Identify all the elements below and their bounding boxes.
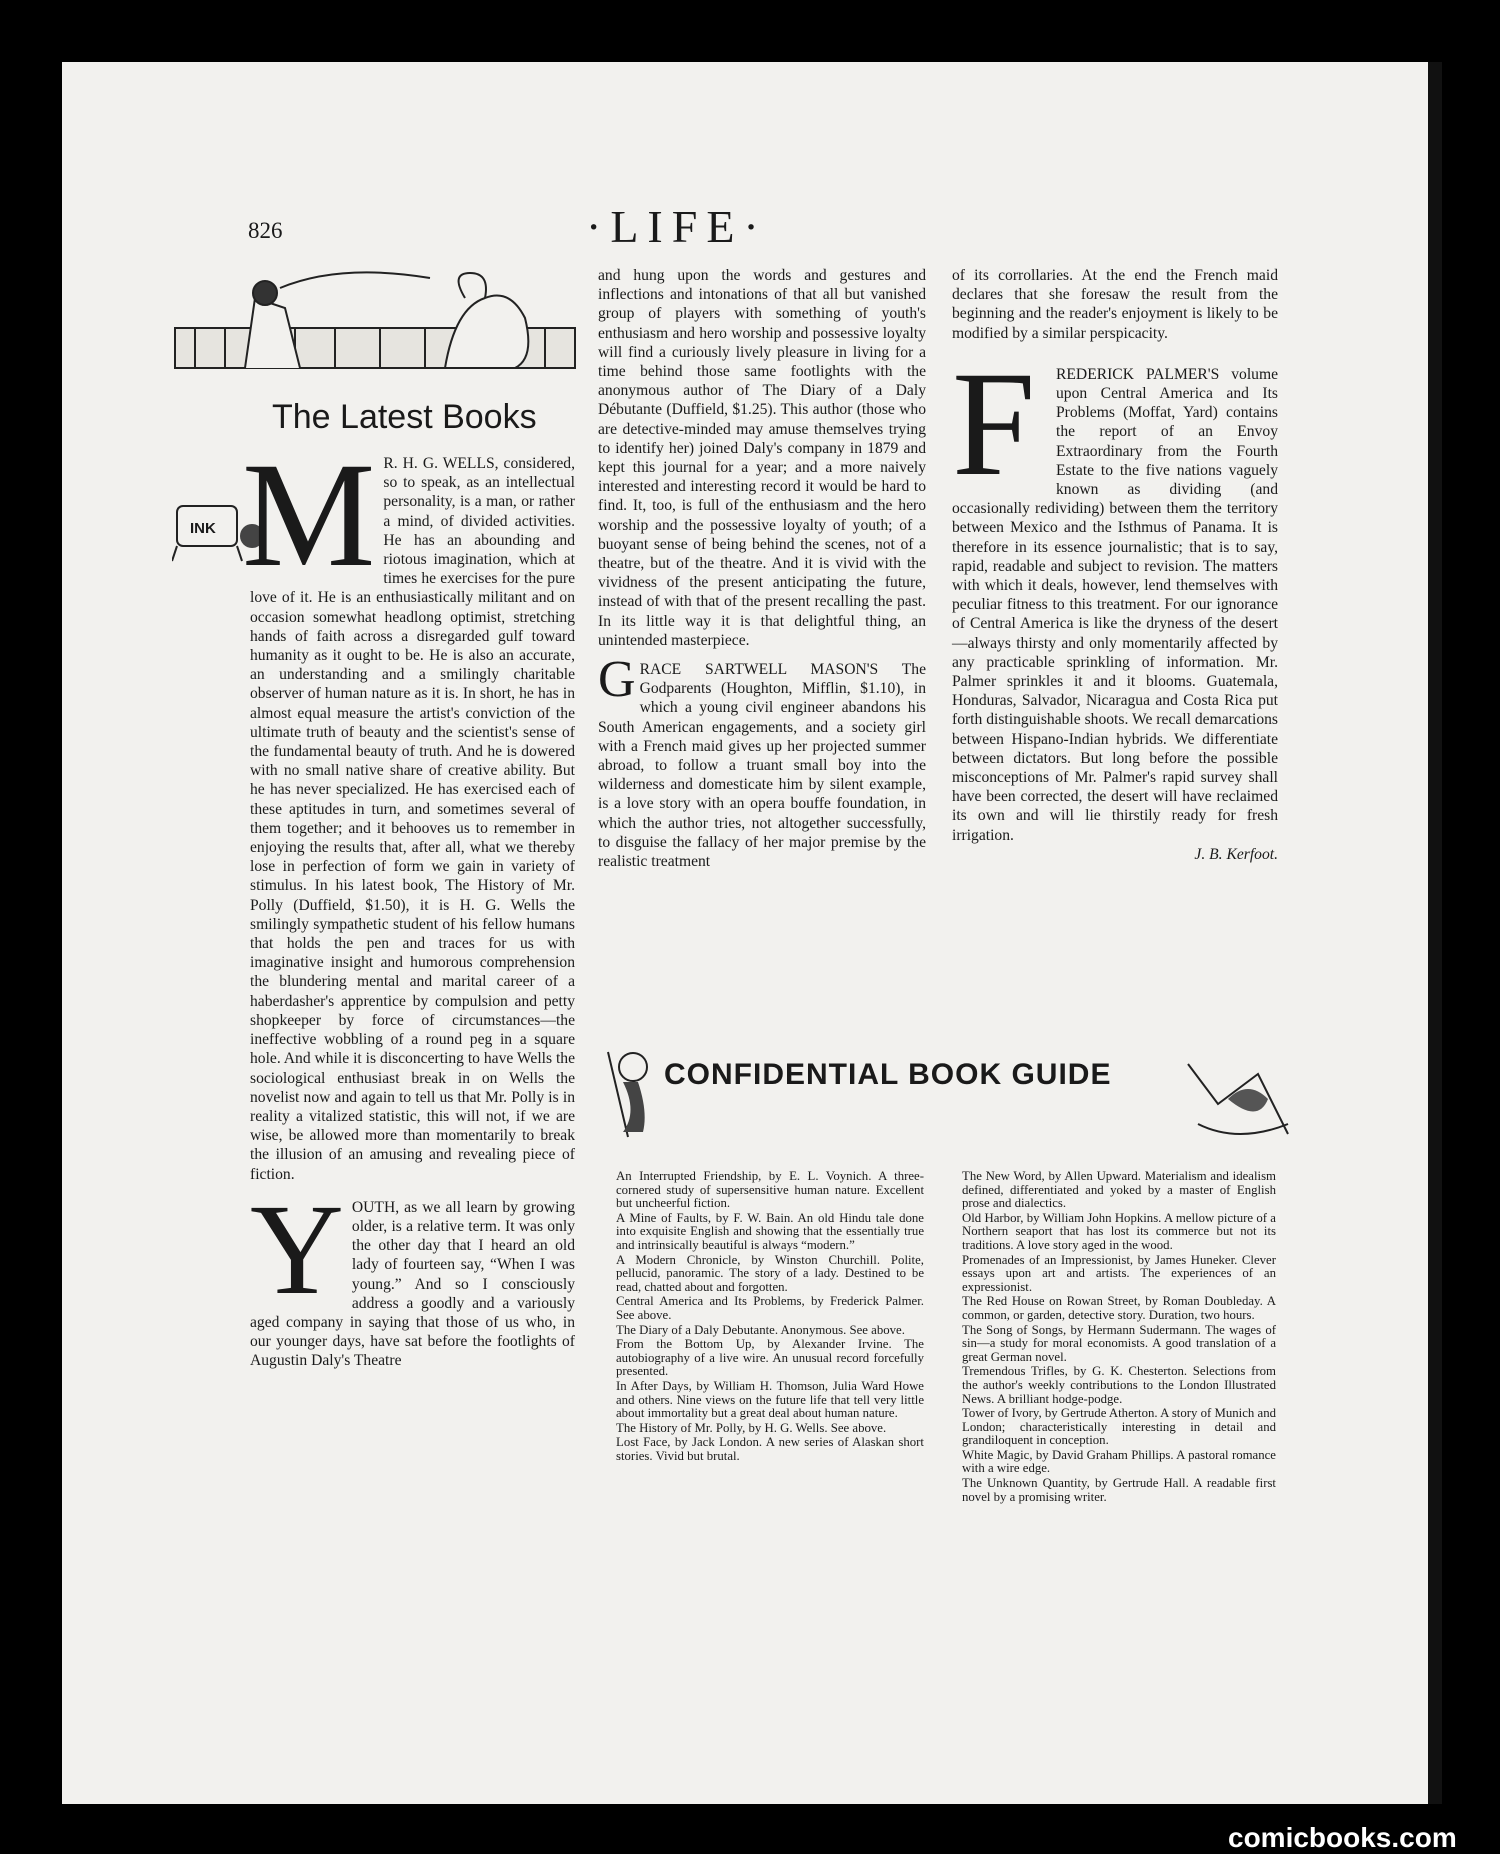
palmer-review: F REDERICK PALMER'S volume upon Central America and Its Problems (Moffat, Yard) contains the report of an Envoy Extraordinary from the Fourth Estate to the five nations vaguely known as dividing (and occasionally redividing) between them the territory between Mexico and the Isthmus of Panama. It is therefore in its essence journalistic; that is to say, rapid, readable and subject to revision. The matters with which it deals, however, lend themselves with peculiar fitness to this treatment. For our ignorance of Central America is like the dryness of the desert—always thirsty and only momentarily affected by any practicable sprinkling of information. Mr. Palmer sprinkles it and it blooms. Guatemala, Honduras, Salvador, Nicaragua and Costa Rica put forth distinguishable shoots. We recall demarcations between Hispano-Indian hybrids. We differentiate between dictators. But long before the possible misconceptions of Mr. Palmer's rapid survey shall have been corrected, the desert will have reclaimed its own and will lie thirstily ready for fresh irrigation. [952, 340, 1278, 844]
guide-entry: The Song of Songs, by Hermann Sudermann. The wages of sin—a study for moral economists. A good translation of a great German novel. [962, 1322, 1276, 1364]
guide-entry: Central America and Its Problems, by Frederick Palmer. See above. [616, 1294, 924, 1322]
guide-entry: An Interrupted Friendship, by E. L. Voynich. A three-cornered study of supersensitive human nature. Excellent but uncheerful fiction. [616, 1169, 924, 1211]
guide-entry: Lost Face, by Jack London. A new series of Alaskan short stories. Vivid but brutal. [616, 1435, 924, 1463]
guide-entry: Old Harbor, by William John Hopkins. A mellow picture of a Northern seaport that has lost its commerce but not its traditions. A love story aged in the wood. [962, 1210, 1276, 1252]
guide-entry: The History of Mr. Polly, by H. G. Wells. See above. [616, 1420, 887, 1435]
masthead: ·LIFE· [586, 201, 768, 252]
guide-column-left [616, 1170, 924, 1464]
watermark: comicbooks.com [1228, 1822, 1457, 1853]
guide-entry: Promenades of an Impressionist, by James Huneker. Clever essays upon art and artists. The experiences of an expressionist. [962, 1252, 1276, 1294]
drop-cap-y: Y [250, 1177, 344, 1322]
ink-label: INK [190, 520, 216, 537]
guide-entry: The Red House on Rowan Street, by Roman Doubleday. A common, or garden, detective story. Duration, two hours. [962, 1294, 1276, 1322]
page-edge-shadow [1428, 62, 1442, 1804]
guide-entry: The Diary of a Daly Debutante. Anonymous. See above. [616, 1322, 905, 1337]
byline-signature: J. B. Kerfoot. [1194, 845, 1278, 863]
wells-review: M R. H. G. WELLS, considered, so to speak, as an intellectual personality, is a man, or rather a mind, of divided activities. He has an abounding and riotous imagination, which at times he exercises for the pure love of it. He is an enthusiastically militant and on occasion somewhat headlong optimist, stretching hands of faith across a disregarded gulf toward humanity as it ought to be. He is also an accurate, an understanding and a smilingly charitable observer of human nature as it is. In short, he has in almost equal measure the artist's conviction of the ultimate truth of beauty and the scientist's sense of the fundamental beauty of truth. And he is dowered with no small native share of creative ability. But he has never specialized. He has exercised each of these aptitudes in turn, and sometimes several of them together; and it behooves us to remember in enjoying the results that, after all, what we thereby lose in perfection of form we gain in variety of stimulus. In his latest book, The History of Mr. Polly (Duffield, $1.50), it is H. G. Wells the smilingly sympathetic student of his fellow humans that holds the pen and traces for us with imaginative insight and humorous comprehension the blundering mental and marital career of a haberdasher's apprentice by compulsion and petty shopkeeper by force of circumstances—the ineffective wobbling of a round peg in a square hole. And while it is disconcerting to have Wells the sociological enthusiast break in on Wells the novelist now and again to tell us that Mr. Polly is in reality a vitalized statistic, this will not, if we are wise, be allowed more than momentarily to break the illusion of an amusing and revealing piece of fiction. [242, 432, 576, 1183]
godparents-review: G RACE SARTWELL MASON'S The Godparents (Houghton, Mifflin, $1.10), in which a young civil engineer abandons his South American engagements, and a society girl with a French maid gives up her projected summer abroad, to follow a truant small boy into the wilderness and domesticate him by silent example, is a love story with an opera bouffe foundation, in which the author tries, not altogether successfully, to disguise the fallacy of her major premise by the realistic treatment [598, 651, 926, 871]
guide-entry: From the Bottom Up, by Alexander Irvine. The autobiography of a live wire. An unusual record forcefully presented. [616, 1337, 924, 1379]
guide-entry: The Unknown Quantity, by Gertrude Hall. A readable first novel by a promising writer. [962, 1476, 1276, 1504]
guide-entry: In After Days, by William H. Thomson, Julia Ward Howe and others. Nine views on the future life that tell very little about immortality but a great deal about human nature. [616, 1378, 924, 1421]
youth-paragraph: Y OUTH, as we all learn by growing older, is a relative term. It was only the other day that I heard an old lady of fourteen say, “When I was young.” And so I consciously address a goodly and a variously aged company in saying that those of us who, in our younger days, have sat before the footlights of Augustin Daly's Theatre [250, 1177, 575, 1370]
guide-title: CONFIDENTIAL BOOK GUIDE [664, 1058, 1112, 1091]
column-1 [242, 432, 576, 1371]
guide-entry: Tower of Ivory, by Gertrude Atherton. A story of Munich and London; characteristically interesting in detail and grandiloquent in conception. [962, 1406, 1276, 1448]
column-3 [952, 266, 1278, 864]
drop-cap-g: G [598, 651, 636, 709]
daly-debutante-review: and hung upon the words and gestures and inflections and intonations of that all but vanished group of players with something of youth's enthusiasm and hero worship and possessive loyalty will find a curiously lively pleasure in living for a time behind those same footlights with the anonymous author of The Diary of a Daly Débutante (Duffield, $1.25). This author (those who are detective-minded may amuse themselves trying to identify her) joined Daly's company in 1879 and kept this journal for a year; and a more naively interested and interesting record it would be hard to find. It, too, is full of the enthusiasm and the hero worship and the possessive loyalty of youth; of a buoyant sense of being behind the scenes, not of a theatre, but of the theatre. And it is vivid with the vividness of the present anticipating the future, instead of with that of the present recalling the past. In its little way it is that delightful thing, an unintended masterpiece. [598, 267, 926, 649]
guide-column-right [962, 1170, 1276, 1505]
page-number: 826 [248, 218, 283, 243]
guide-entry: Tremendous Trifles, by G. K. Chesterton. Selections from the author's weekly contributions to the London Illustrated News. A brilliant hodge-podge. [962, 1364, 1276, 1406]
drop-cap-m: M [242, 432, 376, 598]
godparents-conclusion: of its corrollaries. At the end the French maid declares that she foresaw the result from the beginning and the reader's enjoyment is likely to be modified by a similar perspicacity. [952, 267, 1278, 342]
column-2 [598, 266, 926, 871]
guide-entry: A Modern Chronicle, by Winston Churchill. Polite, pellucid, panoramic. The story of a lady. Destined to be read, chatted about and forgotten. [616, 1252, 924, 1294]
guide-entry: White Magic, by David Graham Phillips. A pastoral romance with a wire edge. [962, 1447, 1276, 1476]
guide-entry: The New Word, by Allen Upward. Materialism and idealism defined, differentiated and yoked by a master of English prose and dialectics. [962, 1169, 1276, 1211]
article-title: The Latest Books [272, 398, 537, 436]
guide-entry: A Mine of Faults, by F. W. Bain. An old Hindu tale done into exquisite English and showing that the essentially true and intrinsically beautiful is always “modern.” [616, 1210, 924, 1252]
drop-cap-f: F [952, 340, 1036, 507]
